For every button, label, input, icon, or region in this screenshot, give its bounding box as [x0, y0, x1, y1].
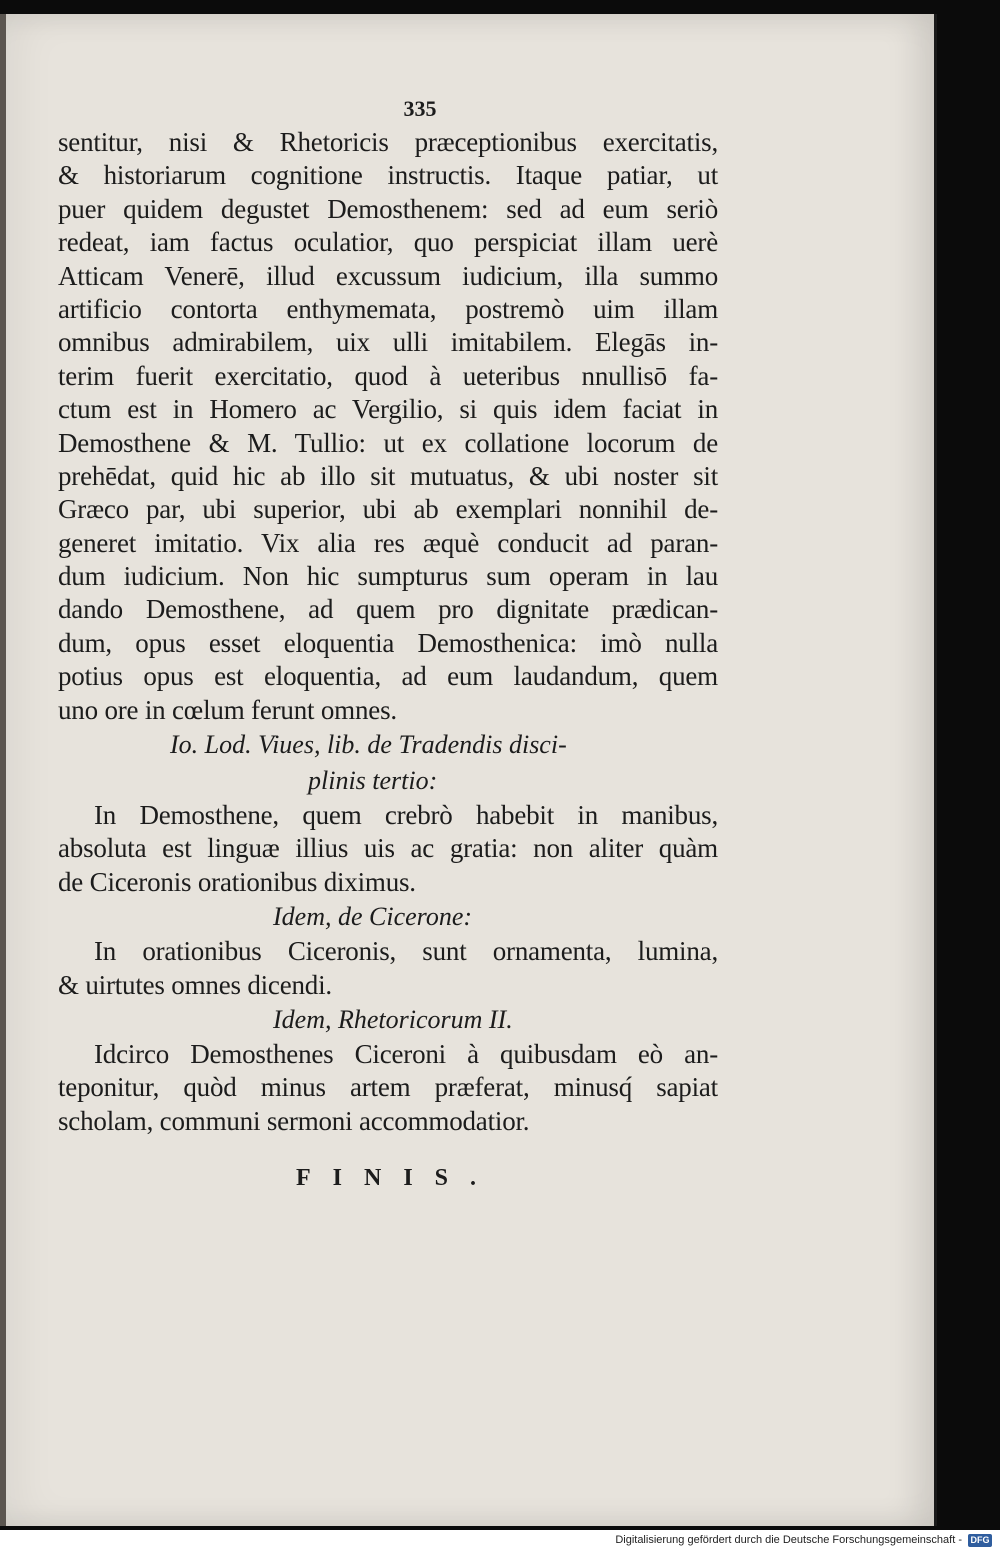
- text-line: dum, opus esset eloquentia Demosthenica: imò nulla: [58, 627, 718, 658]
- text-line: artificio contorta enthymemata, postremò uim illam: [58, 293, 718, 324]
- text-line: de Ciceronis orationibus diximus.: [58, 866, 416, 897]
- text-line: uno ore in cœlum ferunt omnes.: [58, 694, 397, 725]
- text-line: puer quidem degustet Demosthenem: sed ad eum seriò: [58, 193, 718, 224]
- text-line: Atticam Venerē, illud excussum iudicium, illa summo: [58, 260, 718, 291]
- text-line: In Demosthene, quem crebrò habebit in manibus,: [94, 800, 718, 831]
- text-block: [58, 126, 718, 1138]
- text-line: Græco par, ubi superior, ubi ab exemplari nonnihil de-: [58, 494, 718, 525]
- rhetoricorum-paragraph: [58, 1038, 718, 1138]
- text-line: dando Demosthene, ad quem pro dignitate prædican-: [58, 594, 718, 625]
- dfg-logo-icon: DFG: [968, 1534, 992, 1547]
- text-line: omnibus admirabilem, uix ulli imitabilem. Elegās in-: [58, 327, 718, 358]
- page-gutter: [0, 14, 6, 1526]
- section-heading-rhetoricorum: Idem, Rhetoricorum II.: [273, 1004, 513, 1034]
- text-line: Idcirco Demosthenes Ciceroni à quibusdam eò an-: [94, 1038, 718, 1069]
- text-line: terim fuerit exercitatio, quod à ueteribus nnullisō fa-: [58, 360, 718, 391]
- body-paragraph: [58, 126, 718, 727]
- text-line: Demosthene & M. Tullio: ut ex collatione locorum de: [58, 427, 718, 458]
- text-line: dum iudicium. Non hic sumpturus sum operam in lau: [58, 561, 718, 592]
- section-heading-vives-continued: plinis tertio:: [308, 766, 438, 796]
- text-line: sentitur, nisi & Rhetoricis præceptionibus exercitatis,: [58, 127, 718, 157]
- finis-label: FINIS.: [296, 1165, 499, 1191]
- text-line: potius opus est eloquentia, ad eum laudandum, quem: [58, 661, 718, 692]
- cicero-paragraph: [58, 935, 718, 1002]
- section-heading-vives: Io. Lod. Viues, lib. de Tradendis disci-: [170, 730, 567, 760]
- footer-bar: [0, 1530, 1000, 1551]
- funding-credit: Digitalisierung gefördert durch die Deutsche Forschungsgemeinschaft -: [615, 1534, 962, 1546]
- section-heading-cicero: Idem, de Cicerone:: [273, 902, 473, 932]
- text-line: In orationibus Ciceronis, sunt ornamenta, lumina,: [94, 936, 718, 967]
- text-line: generet imitatio. Vix alia res æquè conducit ad paran-: [58, 527, 718, 558]
- text-line: prehēdat, quid hic ab illo sit mutuatus, & ubi noster sit: [58, 460, 718, 491]
- text-line: & historiarum cognitione instructis. Itaque patiar, ut: [58, 160, 718, 191]
- text-line: & uirtutes omnes dicendi.: [58, 969, 332, 1000]
- text-line: teponitur, quòd minus artem præferat, minusq́ sapiat: [58, 1072, 718, 1103]
- page-number: 335: [403, 96, 437, 121]
- text-line: redeat, iam factus oculatior, quo perspiciat illam uerè: [58, 227, 718, 258]
- text-line: scholam, communi sermoni accommodatior.: [58, 1105, 530, 1136]
- text-line: absoluta est linguæ illius uis ac gratia: non aliter quàm: [58, 833, 718, 864]
- vives-paragraph: [58, 799, 718, 899]
- text-line: ctum est in Homero ac Vergilio, si quis idem faciat in: [58, 394, 718, 425]
